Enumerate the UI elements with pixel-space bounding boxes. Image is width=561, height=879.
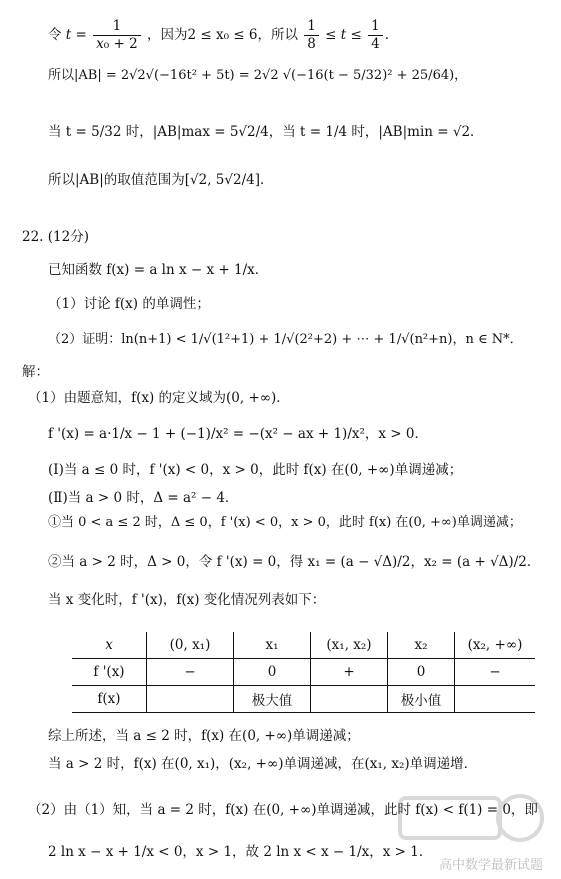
line-extrema: 当 t = 5/32 时，|AB|max = 5√2/4，当 t = 1/4 时，|AB|min = √2． xyxy=(48,124,484,140)
table-row xyxy=(72,686,535,713)
text: 所以|AB| = 2√2√(−16t² + 5t) = 2√2 xyxy=(48,68,279,83)
proof-step-1: （2）由（1）知，当 a = 2 时，f(x) 在(0, +∞)单调递减，此时 f(x) < f(1) = 0，即 xyxy=(28,802,538,818)
table-cell: (x₂, +∞) xyxy=(455,632,536,659)
summary-2: 当 a > 2 时，f(x) 在(0, x₁)，(x₂, +∞)单调递减，在(x₁, x₂)单调递增． xyxy=(48,756,478,772)
table-cell: (0, x₁) xyxy=(147,632,234,659)
table-cell: f(x) xyxy=(72,686,147,713)
table-cell: 0 xyxy=(388,659,455,686)
table-cell: x₁ xyxy=(234,632,311,659)
text: √(−16(t − 5/32)² + 25/64)， xyxy=(282,68,468,83)
table-row xyxy=(72,659,535,686)
watermark-logo-icon xyxy=(395,788,545,848)
table-cell: 极大值 xyxy=(234,686,311,713)
table-intro: 当 x 变化时，f '(x)，f(x) 变化情况列表如下： xyxy=(48,592,326,608)
table-cell: x xyxy=(72,632,147,659)
case-2b: ②当 a > 2 时，Δ > 0，令 f '(x) = 0，得 x₁ = (a − √Δ)/2，x₂ = (a + √Δ)/2． xyxy=(48,554,541,570)
line-substitution: 令 t = $\frac{1}{\text{x₀ + 2}}$ ，因为2 ≤ x₀ ≤ 6，所以 $\frac{1}{8}$ ≤ t ≤ $\frac{1}{4}$ ． xyxy=(48,18,399,52)
solution-label: 解： xyxy=(22,364,49,380)
table-cell: − xyxy=(455,659,536,686)
table-cell xyxy=(311,686,388,713)
table-cell: f '(x) xyxy=(72,659,147,686)
table-cell xyxy=(455,686,536,713)
text: 令 xyxy=(48,27,62,43)
table-cell: x₂ xyxy=(388,632,455,659)
table-cell: − xyxy=(147,659,234,686)
table-cell: + xyxy=(311,659,388,686)
part-1: （1）讨论 f(x) 的单调性； xyxy=(48,296,210,312)
case-1: (Ⅰ)当 a ≤ 0 时，f '(x) < 0，x > 0，此时 f(x) 在(0, +∞)单调递减； xyxy=(48,462,463,478)
table-cell: (x₁, x₂) xyxy=(311,632,388,659)
line-ab-expression xyxy=(48,66,467,86)
given-function: 已知函数 f(x) = a ln x − x + 1/x． xyxy=(48,262,269,278)
table-cell: 0 xyxy=(234,659,311,686)
proof-step-2: 2 ln x − x + 1/x < 0，x > 1，故 2 ln x < x − 1/x，x > 1． xyxy=(48,844,433,860)
variation-table xyxy=(72,632,535,713)
derivative: f '(x) = a·1/x − 1 + (−1)/x² = −(x² − ax + 1)/x²，x > 0． xyxy=(48,426,428,442)
table-row xyxy=(72,632,535,659)
line-range: 所以|AB|的取值范围为[√2, 5√2/4]． xyxy=(48,172,274,188)
watermark-text: 高中数学最新试题 xyxy=(438,858,543,873)
question-number: 22. (12分) xyxy=(22,229,89,245)
table-cell xyxy=(147,686,234,713)
case-2: (Ⅱ)当 a > 0 时，Δ = a² − 4． xyxy=(48,490,239,506)
table-cell: 极小值 xyxy=(388,686,455,713)
solution-step-1: （1）由题意知，f(x) 的定义域为(0, +∞)． xyxy=(28,390,290,406)
text: ，因为2 ≤ x₀ ≤ 6，所以 xyxy=(146,27,298,43)
summary-1: 综上所述，当 a ≤ 2 时，f(x) 在(0, +∞)单调递减； xyxy=(48,728,360,744)
part-2: （2）证明：ln(n+1) < 1/√(1²+1) + 1/√(2²+2) + ⋯ + 1/√(n²+n)，n ∈ N*． xyxy=(48,332,523,347)
case-2a: ①当 0 < a ≤ 2 时，Δ ≤ 0，f '(x) < 0，x > 0，此时 f(x) 在(0, +∞)单调递减； xyxy=(48,515,522,530)
